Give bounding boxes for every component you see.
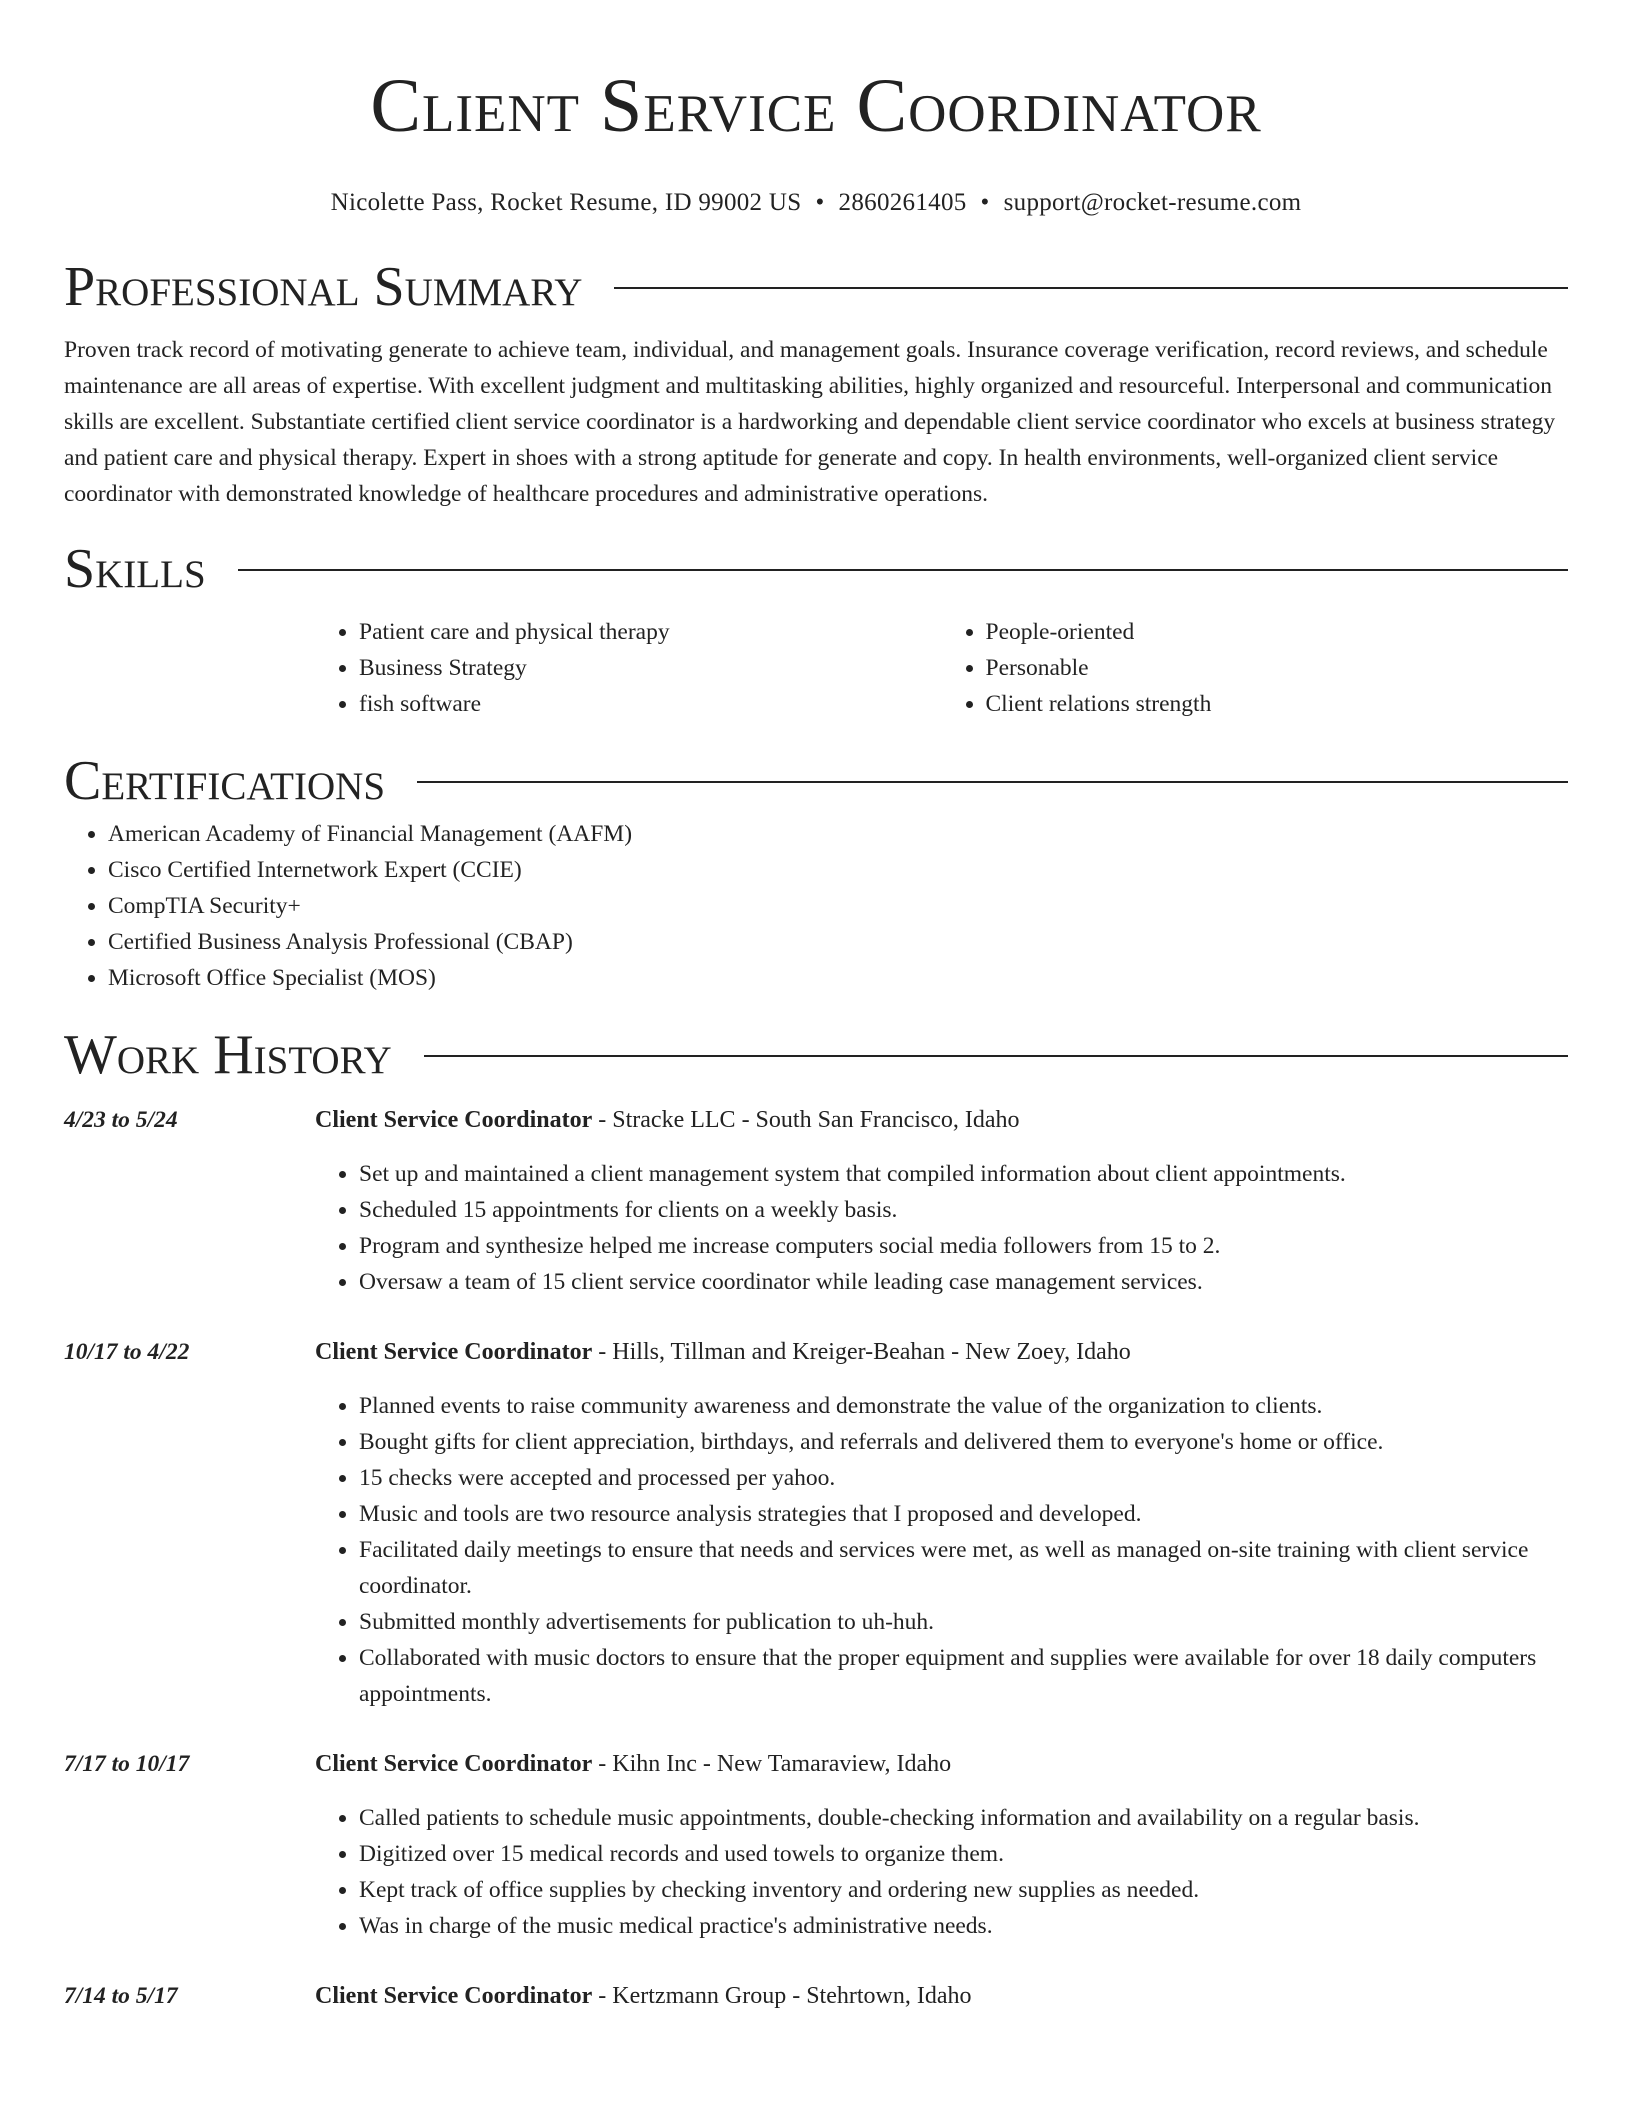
skills-title: Skills (64, 538, 206, 600)
job-body (315, 1334, 1568, 1712)
job-bullet: • Was in charge of the music medical practice's administrative needs. (359, 1908, 1568, 1944)
job-entry (64, 1102, 1568, 1300)
certifications-list (64, 816, 1568, 996)
job-bullet: • 15 checks were accepted and processed per yahoo. (359, 1460, 1568, 1496)
job-body (315, 1978, 1568, 2014)
job-role: Client Service Coordinator (315, 1983, 593, 2009)
certification-item: • Cisco Certified Internetwork Expert (CCIE) (108, 852, 1568, 888)
job-bullet: • Digitized over 15 medical records and used towels to organize them. (359, 1836, 1568, 1872)
job-bullet: • Bought gifts for client appreciation, birthdays, and referrals and delivered them to everyone's home or office. (359, 1424, 1568, 1460)
certifications-title: Certifications (64, 750, 386, 812)
job-entry (64, 1746, 1568, 1944)
skills-section-header (64, 534, 1568, 604)
job-bullet: • Program and synthesize helped me increase computers social media followers from 15 to 2. (359, 1228, 1568, 1264)
job-bullets (315, 1388, 1568, 1712)
job-dates: 4/23 to 5/24 (64, 1107, 178, 1133)
certification-item: • Certified Business Analysis Professional (CBAP) (108, 924, 1568, 960)
section-divider (417, 781, 1568, 783)
skills-grid (315, 614, 1568, 722)
job-bullet: • Music and tools are two resource analysis strategies that I proposed and developed. (359, 1496, 1568, 1532)
section-divider (424, 1055, 1568, 1057)
job-bullet: • Scheduled 15 appointments for clients on a weekly basis. (359, 1192, 1568, 1228)
job-role: Client Service Coordinator (315, 1339, 593, 1365)
job-heading (315, 1746, 1568, 1782)
summary-section-header (64, 252, 1568, 322)
section-divider (614, 287, 1568, 289)
job-role: Client Service Coordinator (315, 1107, 593, 1133)
skill-item: • Client relations strength (986, 686, 1569, 722)
job-role: Client Service Coordinator (315, 1751, 593, 1777)
job-bullet: • Collaborated with music doctors to ensure that the proper equipment and supplies were available for over 18 daily computers appointments. (359, 1640, 1568, 1712)
contact-email: support@rocket-resume.com (1003, 189, 1302, 216)
job-dates: 10/17 to 4/22 (64, 1339, 190, 1365)
job-company: - Kertzmann Group - Stehrtown, Idaho (592, 1983, 972, 2009)
contact-separator: • (980, 189, 990, 216)
job-bullet: • Called patients to schedule music appointments, double-checking information and availability on a regular basis. (359, 1800, 1568, 1836)
job-dates: 7/17 to 10/17 (64, 1751, 190, 1777)
job-company: - Hills, Tillman and Kreiger-Beahan - New Zoey, Idaho (592, 1339, 1131, 1365)
job-body (315, 1746, 1568, 1944)
contact-phone: 2860261405 (838, 189, 967, 216)
certification-item: • CompTIA Security+ (108, 888, 1568, 924)
skill-item: • fish software (359, 686, 942, 722)
job-bullet: • Kept track of office supplies by checking inventory and ordering new supplies as needed. (359, 1872, 1568, 1908)
summary-title: Professional Summary (64, 256, 583, 318)
job-bullet: • Facilitated daily meetings to ensure that needs and services were met, as well as managed on-site training with client service coordinator. (359, 1532, 1568, 1604)
work-section-header (64, 1020, 1568, 1090)
certification-item: • American Academy of Financial Management (AAFM) (108, 816, 1568, 852)
job-bullets (315, 1800, 1568, 1944)
certification-item: • Microsoft Office Specialist (MOS) (108, 960, 1568, 996)
skill-item: • Personable (986, 650, 1569, 686)
skill-item: • Business Strategy (359, 650, 942, 686)
contact-separator: • (815, 189, 825, 216)
job-company: - Kihn Inc - New Tamaraview, Idaho (592, 1751, 952, 1777)
job-bullet: • Submitted monthly advertisements for publication to uh-huh. (359, 1604, 1568, 1640)
contact-line (64, 188, 1568, 218)
job-bullets (315, 1156, 1568, 1300)
skills-list-left (315, 614, 942, 722)
section-divider (238, 569, 1568, 571)
resume-name: Client Service Coordinator (370, 64, 1262, 148)
job-entry (64, 1978, 1568, 2014)
contact-address: Nicolette Pass, Rocket Resume, ID 99002 US (330, 189, 802, 216)
certifications-section-header (64, 746, 1568, 816)
job-bullet: • Planned events to raise community awareness and demonstrate the value of the organization to clients. (359, 1388, 1568, 1424)
job-dates: 7/14 to 5/17 (64, 1983, 178, 2009)
work-title: Work History (64, 1024, 392, 1086)
job-bullet: • Set up and maintained a client management system that compiled information about client appointments. (359, 1156, 1568, 1192)
job-heading (315, 1334, 1568, 1370)
job-body (315, 1102, 1568, 1300)
skills-list-right (942, 614, 1569, 722)
job-heading (315, 1978, 1568, 2014)
job-heading (315, 1102, 1568, 1138)
job-entry (64, 1334, 1568, 1712)
job-bullet: • Oversaw a team of 15 client service coordinator while leading case management services. (359, 1264, 1568, 1300)
job-company: - Stracke LLC - South San Francisco, Idaho (592, 1107, 1020, 1133)
skill-item: • Patient care and physical therapy (359, 614, 942, 650)
summary-text: Proven track record of motivating generate to achieve team, individual, and management goals. Insurance coverage verification, record reviews, and schedule maintenance are all areas of expertise. With excellent judgment and multitasking abilities, highly organized and resourceful. Interpersonal and communication skills are excellent. Substantiate certified client service coordinator is a hardworking and dependable client service coordinator who excels at business strategy and patient care and physical therapy. Expert in shoes with a strong aptitude for generate and copy. In health environments, well-organized client service coordinator with demonstrated knowledge of healthcare procedures and administrative operations. (64, 337, 1556, 507)
skill-item: • People-oriented (986, 614, 1569, 650)
